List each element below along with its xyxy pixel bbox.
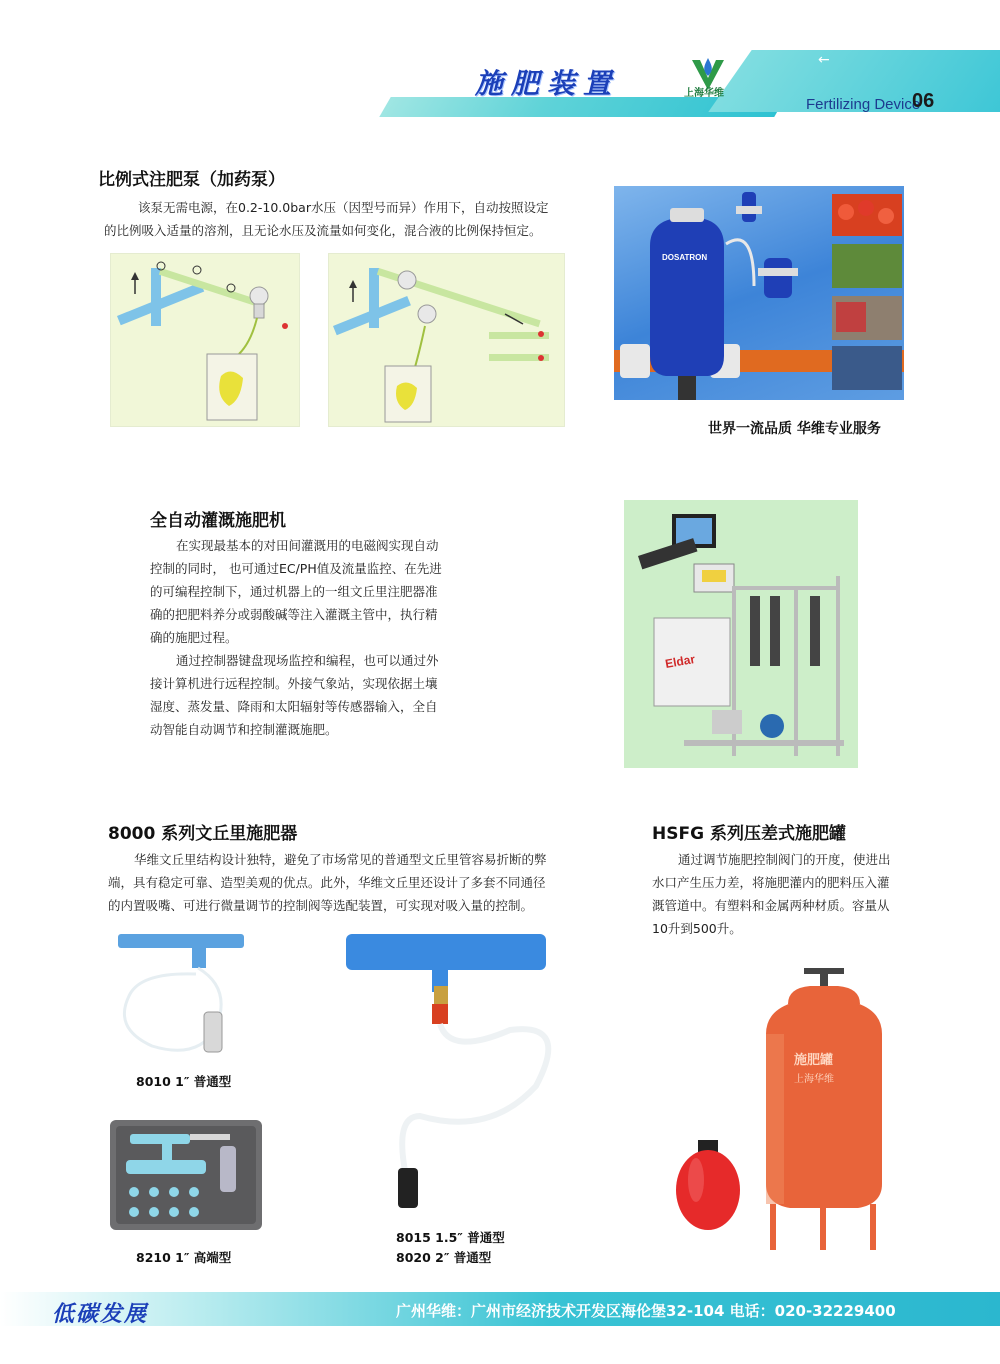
section2-line: 湿度、蒸发量、降雨和太阳辐射等传感器输入，全自 — [150, 699, 438, 714]
fertilizer-tanks-graphic — [670, 964, 890, 1254]
section2-line: 接计算机进行远程控制。外接气象站，实现依据土壤 — [150, 676, 438, 691]
tank-label-2: 上海华维 — [794, 1074, 834, 1085]
pipe-diagram-graphic — [111, 254, 299, 426]
section1-text — [104, 196, 584, 242]
section1-heading: 比例式注肥泵（加药泵） — [98, 170, 285, 190]
section2-line: 确的施肥过程。 — [150, 630, 238, 645]
logo-text: 上海华维 — [684, 88, 724, 99]
section3-heading: 8000 系列文丘里施肥器 — [108, 824, 298, 844]
dosatron-photo — [614, 186, 904, 400]
section4-line: 通过调节施肥控制阀门的开度，使进出 — [678, 852, 891, 867]
arrow-left-icon: ← — [818, 52, 830, 68]
section1-line: 该泵无需电源，在0.2-10.0bar水压（因型号而异）作用下，自动按照设定 — [138, 200, 549, 215]
footer-contact: 广州华维：广州市经济技术开发区海伦堡32-104 电话：020-32229400 — [396, 1302, 896, 1320]
section3-text — [108, 848, 588, 917]
footer-slogan: 低碳发展 — [52, 1302, 149, 1327]
tank-label-1: 施肥罐 — [794, 1053, 834, 1068]
venturi-8010-graphic — [112, 928, 252, 1064]
caption-8210: 8210 1″ 高端型 — [136, 1250, 232, 1265]
section2-line: 在实现最基本的对田间灌溉用的电磁阀实现自动 — [176, 538, 439, 553]
section4-line: 水口产生压力差，将施肥灌内的肥料压入灌 — [652, 875, 890, 890]
section4-line: 10升到500升。 — [652, 921, 742, 936]
english-title: Fertilizing Device — [806, 96, 921, 113]
caption-8020: 8020 2″ 普通型 — [396, 1250, 492, 1265]
section2-line: 的可编程控制下，通过机器上的一组文丘里注肥器准 — [150, 584, 438, 599]
pump-diagram-multi — [328, 253, 565, 427]
section3-line: 的内置吸嘴、可进行微量调节的控制阀等选配装置，可实现对吸入量的控制。 — [108, 898, 534, 913]
section1-line: 的比例吸入适量的溶剂，且无论水压及流量如何变化，混合液的比例保持恒定。 — [104, 223, 542, 238]
section4-text — [652, 848, 922, 940]
fertigation-machine-photo — [624, 500, 858, 768]
section2-line: 确的把肥料养分或弱酸碱等注入灌溉主管中，执行精 — [150, 607, 438, 622]
section2-line: 控制的同时， 也可通过EC/PH值及流量监控、在先进 — [150, 561, 442, 576]
venturi-8015-8020-graphic — [340, 926, 560, 1222]
pipe-diagram-graphic — [329, 254, 564, 426]
page-number: 06 — [912, 90, 935, 112]
caption-8010: 8010 1″ 普通型 — [136, 1074, 232, 1089]
section2-line: 通过控制器键盘现场监控和编程，也可以通过外 — [176, 653, 439, 668]
caption-8015: 8015 1.5″ 普通型 — [396, 1230, 505, 1245]
dosatron-pump-graphic — [614, 186, 904, 400]
svg-text:Eldar: Eldar — [664, 651, 697, 671]
pump-diagram-single — [110, 253, 300, 427]
fertigation-machine-graphic — [624, 500, 858, 768]
section2-text — [150, 534, 480, 741]
section3-line: 端，具有稳定可靠、造型美观的优点。此外，华维文丘里还设计了多套不同通径 — [108, 875, 546, 890]
section3-line: 华维文丘里结构设计独特，避免了市场常见的普通型文丘里管容易折断的弊 — [134, 852, 547, 867]
page-title: 施肥装置 — [475, 67, 620, 100]
section4-line: 溉管道中。有塑料和金属两种材质。容量从 — [652, 898, 890, 913]
section2-line: 动智能自动调节和控制灌溉施肥。 — [150, 722, 338, 737]
pump-brand: DOSATRON — [662, 253, 708, 262]
section2-heading: 全自动灌溉施肥机 — [150, 511, 286, 531]
venturi-8210-kit-graphic — [110, 1120, 262, 1230]
section4-heading: HSFG 系列压差式施肥罐 — [652, 824, 846, 844]
dosatron-caption: 世界一流品质 华维专业服务 — [708, 421, 881, 437]
